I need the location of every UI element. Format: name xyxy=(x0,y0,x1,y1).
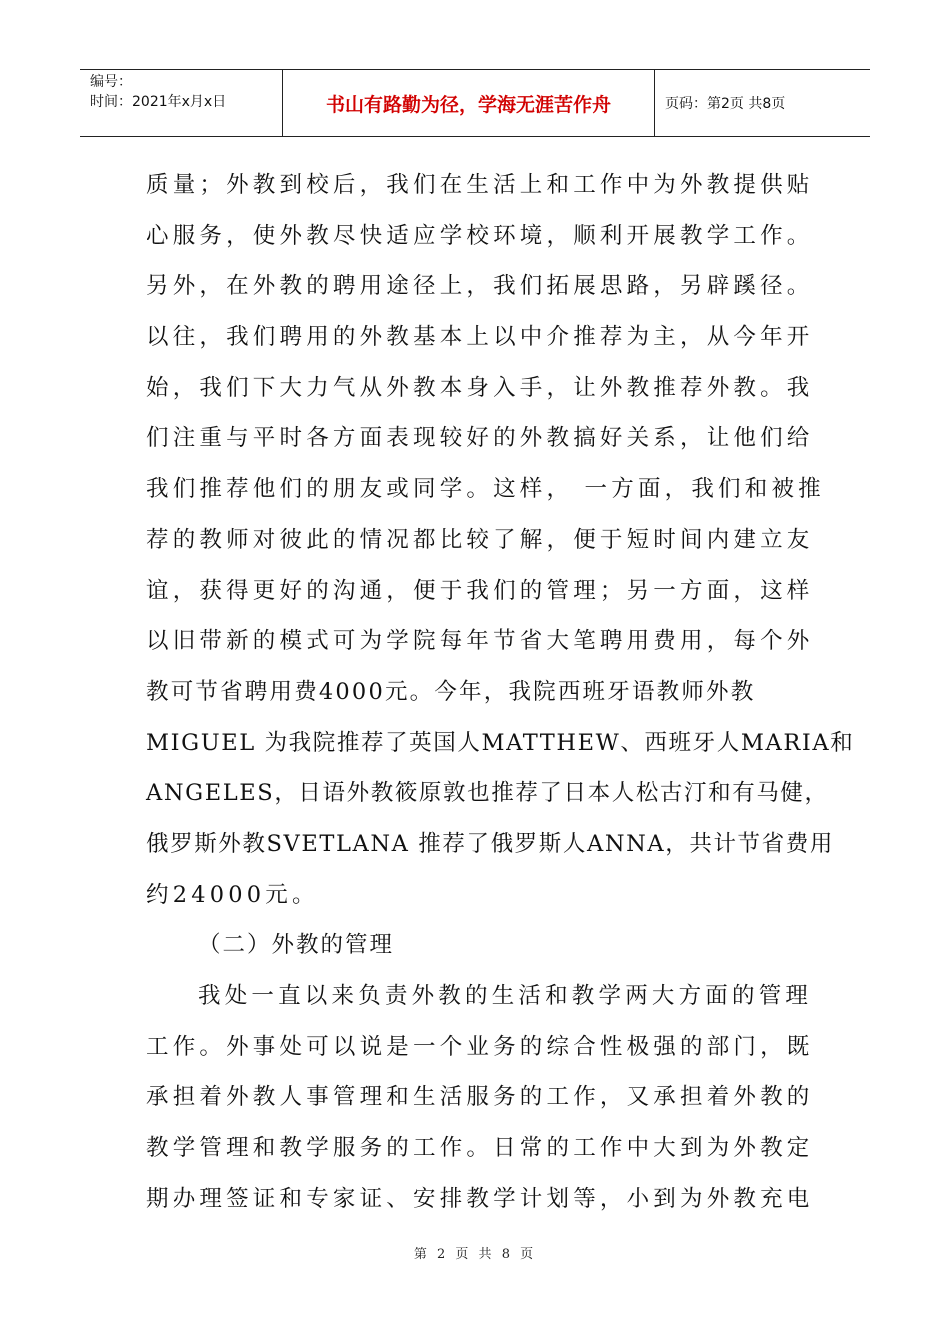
body-line: MIGUEL 为我院推荐了英国人MATTHEW、西班牙人MARIA和 xyxy=(146,729,855,756)
body-line: 工作。外事处可以说是一个业务的综合性极强的部门，既 xyxy=(146,1033,814,1060)
body-line: 荐的教师对彼此的情况都比较了解，便于短时间内建立友 xyxy=(146,526,814,553)
body-line: 以往，我们聘用的外教基本上以中介推荐为主，从今年开 xyxy=(146,324,814,351)
body-line: 以旧带新的模式可为学院每年节省大笔聘用费用，每个外 xyxy=(146,628,814,655)
header-motto: 书山有路勤为径，学海无涯苦作舟 xyxy=(283,70,655,136)
section-heading: （二）外教的管理 xyxy=(198,932,395,959)
body-line: 质量；外教到校后，我们在生活上和工作中为外教提供贴 xyxy=(146,172,814,198)
page-header xyxy=(80,69,870,137)
body-line: 们注重与平时各方面表现较好的外教搞好关系，让他们给 xyxy=(146,425,814,452)
body-line: 始，我们下大力气从外教本身入手，让外教推荐外教。我 xyxy=(146,374,814,401)
body-line: 约24000元。 xyxy=(146,881,319,908)
body-line: 俄罗斯外教SVETLANA 推荐了俄罗斯人ANNA，共计节省费用 xyxy=(146,830,834,857)
page-footer: 第 2 页 共 8 页 xyxy=(413,1247,537,1262)
body-line: 教学管理和教学服务的工作。日常的工作中大到为外教定 xyxy=(146,1135,814,1162)
body-line: 我们推荐他们的朋友或同学。这样， 一方面，我们和被推 xyxy=(146,476,825,503)
header-page-number: 页码：第2页 共8页 xyxy=(665,96,786,112)
body-line: 另外，在外教的聘用途径上，我们拓展思路，另辟蹊径。 xyxy=(146,273,814,300)
document-body xyxy=(146,160,855,1224)
header-meta xyxy=(80,70,283,136)
body-line: ANGELES，日语外教筱原敦也推荐了日本人松古汀和有马健， xyxy=(146,780,829,807)
body-line: 我处一直以来负责外教的生活和教学两大方面的管理 xyxy=(198,983,813,1009)
body-line: 心服务，使外教尽快适应学校环境，顺利开展教学工作。 xyxy=(146,222,814,249)
body-line: 承担着外教人事管理和生活服务的工作，又承担着外教的 xyxy=(146,1084,814,1111)
body-line: 教可节省聘用费4000元。今年，我院西班牙语教师外教 xyxy=(146,678,756,705)
document-number-label: 编号： xyxy=(90,74,132,90)
body-line: 谊，获得更好的沟通，便于我们的管理；另一方面，这样 xyxy=(146,577,814,604)
body-line: 期办理签证和专家证、安排教学计划等，小到为外教充电 xyxy=(146,1185,814,1212)
document-date-label: 时间：2021年x月x日 xyxy=(90,94,227,110)
